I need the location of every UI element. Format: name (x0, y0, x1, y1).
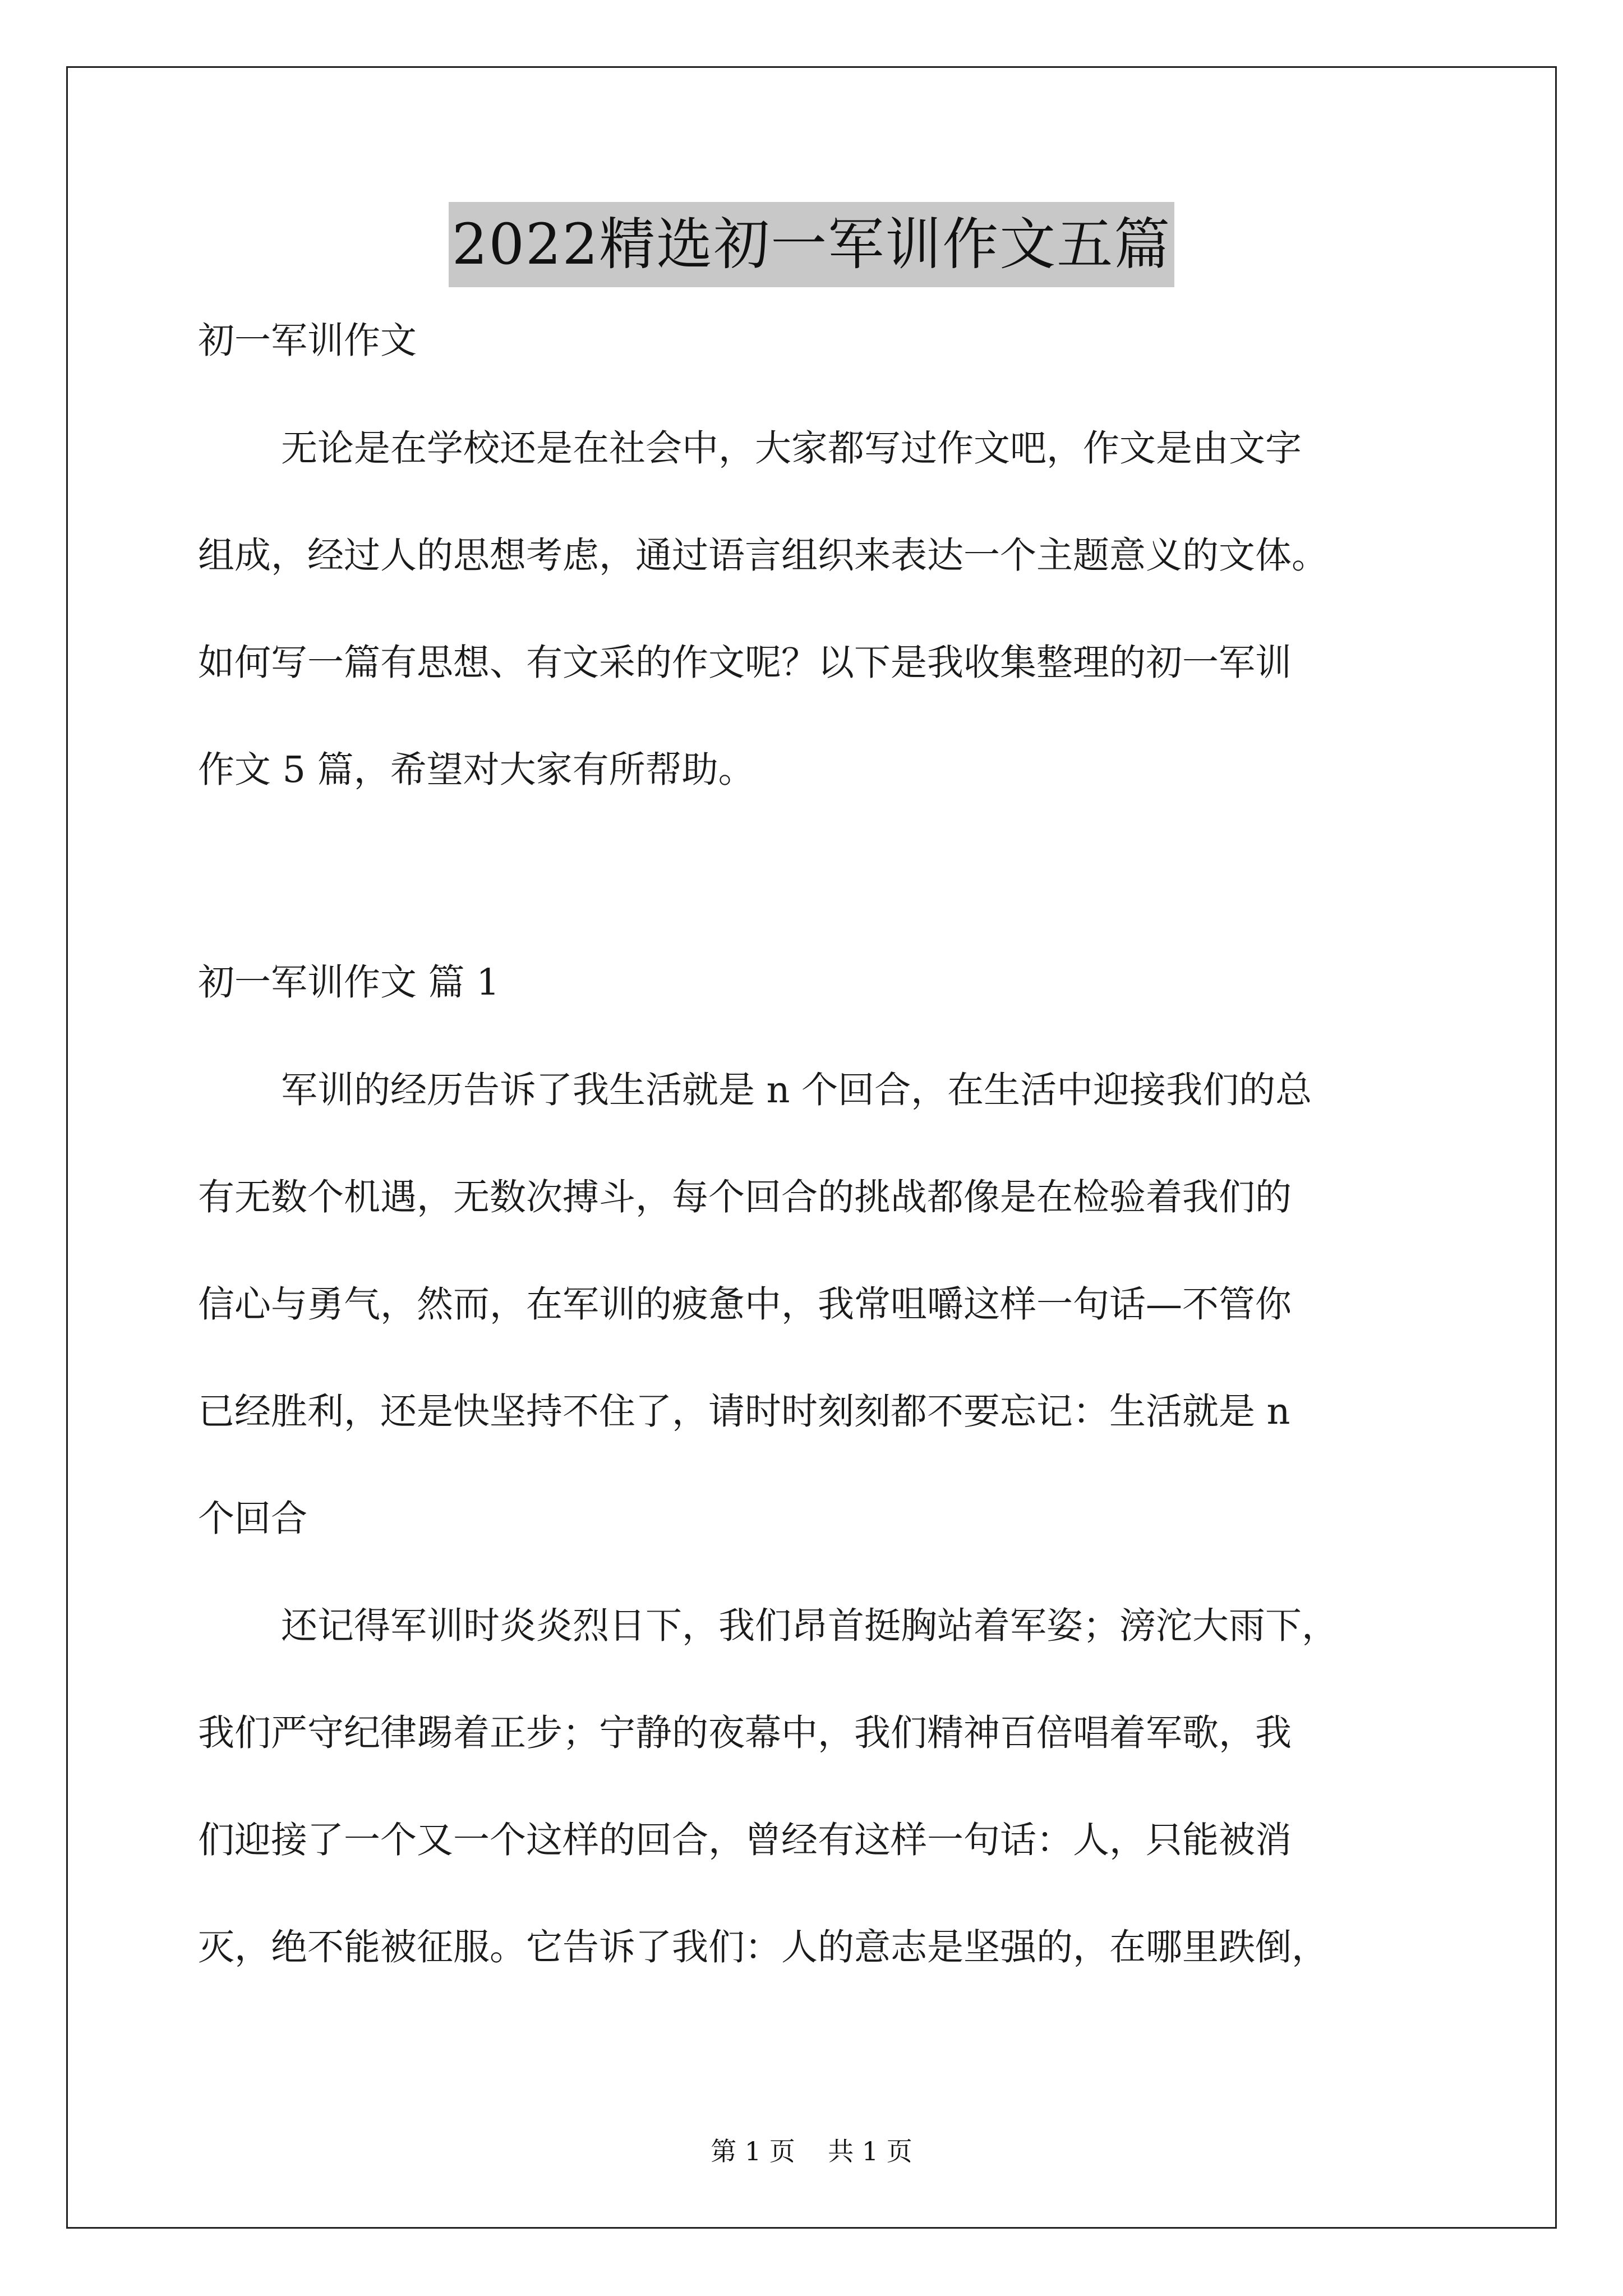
paragraph-line: 信心与勇气，然而，在军训的疲惫中，我常咀嚼这样一句话—不管你 (198, 1283, 1292, 1326)
document-body (198, 314, 1449, 1975)
intro-line: 无论是在学校还是在社会中，大家都写过作文吧，作文是由文字 (281, 427, 1302, 470)
paragraph-line: 灭，绝不能被征服。它告诉了我们：人的意志是坚强的，在哪里跌倒， (198, 1926, 1329, 1968)
intro-line: 组成，经过人的思想考虑，通过语言组织来表达一个主题意义的文体。 (198, 535, 1329, 577)
paragraph-line: 们迎接了一个又一个这样的回合，曾经有这样一句话：人，只能被消 (198, 1819, 1292, 1861)
title-container (0, 202, 1623, 287)
paragraph-line: 军训的经历告诉了我生活就是 n 个回合，在生活中迎接我们的总 (281, 1069, 1312, 1111)
intro-line: 作文 5 篇，希望对大家有所帮助。 (198, 749, 755, 791)
intro-line: 如何写一篇有思想、有文采的作文呢？以下是我收集整理的初一军训 (198, 642, 1292, 684)
section-heading: 初一军训作文 篇 1 (198, 961, 500, 1004)
paragraph-line: 有无数个机遇，无数次搏斗，每个回合的挑战都像是在检验着我们的 (198, 1176, 1292, 1218)
paragraph-line: 还记得军训时炎炎烈日下，我们昂首挺胸站着军姿；滂沱大雨下， (281, 1605, 1339, 1647)
intro-heading: 初一军训作文 (198, 320, 417, 362)
paragraph-line: 已经胜利，还是快坚持不住了，请时时刻刻都不要忘记：生活就是 n (198, 1391, 1290, 1433)
document-title: 2022精选初一军训作文五篇 (449, 202, 1175, 287)
page-footer: 第 1 页 共 1 页 (711, 2136, 912, 2166)
paragraph-line: 我们严守纪律踢着正步；宁静的夜幕中，我们精神百倍唱着军歌，我 (198, 1712, 1292, 1754)
paragraph-line: 个回合 (198, 1498, 308, 1540)
